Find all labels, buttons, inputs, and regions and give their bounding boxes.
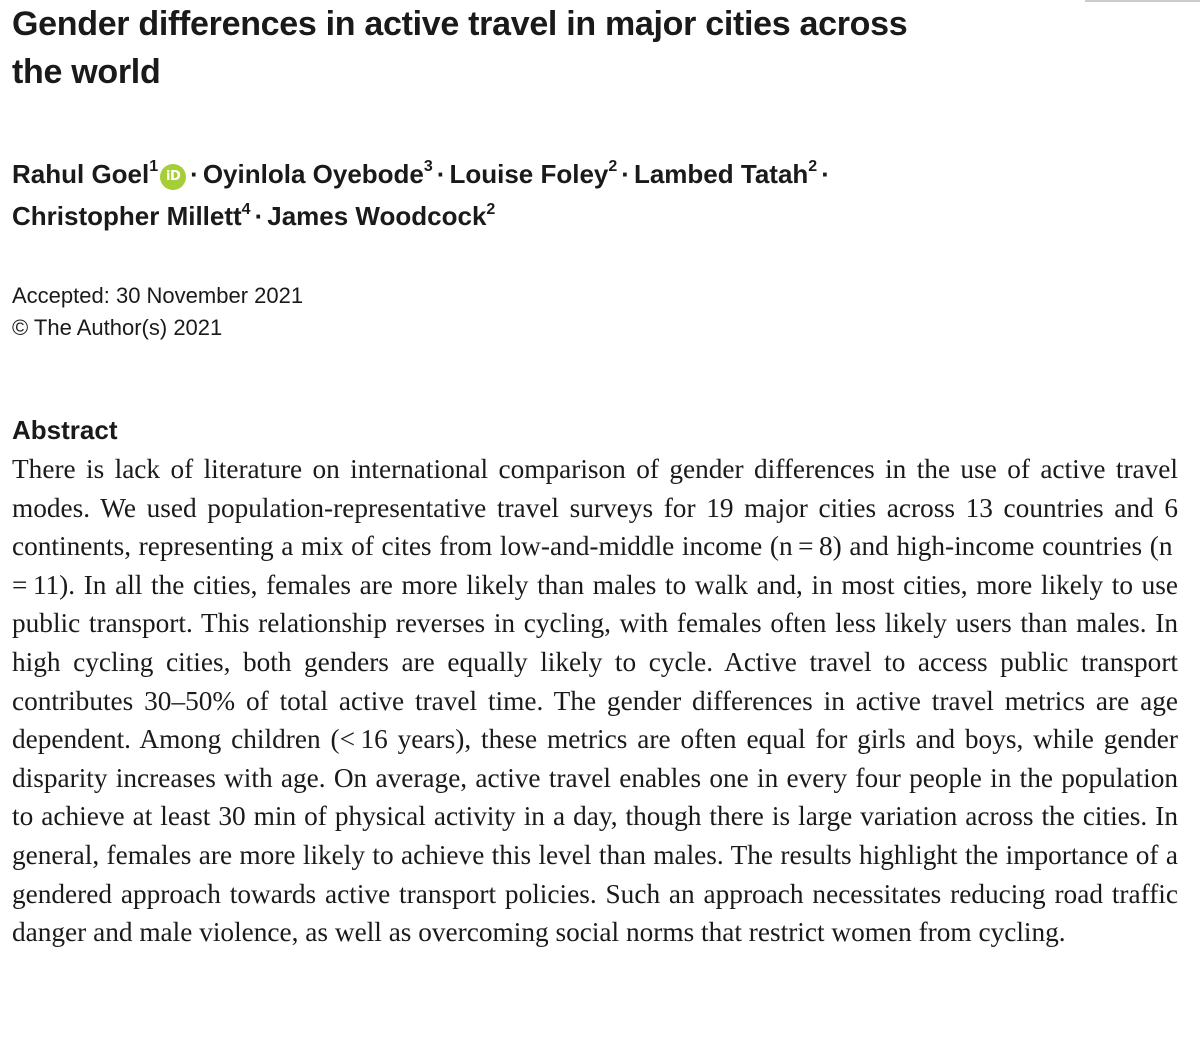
author-name: Lambed Tatah xyxy=(633,158,809,189)
author-name: James Woodcock xyxy=(267,201,487,232)
affiliation-marker: 3 xyxy=(423,158,433,175)
abstract-heading: Abstract xyxy=(12,415,118,445)
orcid-icon[interactable]: iD xyxy=(160,164,186,190)
author-name: Christopher Millett xyxy=(12,201,242,232)
author-separator: · xyxy=(190,158,199,189)
affiliation-marker: 4 xyxy=(241,200,251,218)
abstract-text: There is lack of literature on international comparison of gender differences in the use of active travel modes. We used population-representative travel surveys for 19 major cities across 13 countries and 6 continents, representing a mix of cites from low-and-middle income (n = 8) and high-income countries (n = 11). In all the cities, females are more likely than males to walk and, in most cities, more likely to use public transport. This relationship reverses in cycling, with females often less likely users than males. In high cycling cities, both genders are equally likely to cycle. Active travel to access public transport contributes 30–50% of total active travel time. The gender differences in active travel metrics are age dependent. Among children (< 16 years), these metrics are often equal for girls and boys, while gender disparity increases with age. On average, active travel enables one in every four people in the population to achieve at least 30 min of physical activity in a day, though there is large variation across the cities. In general, females are more likely to achieve this level than males. The results highlight the importance of a gendered approach towards active transport policies. Such an approach necessitates reducing road traffic danger and male violence, as well as overcoming social norms that restrict women from cycling. xyxy=(12,454,1178,948)
affiliation-marker: 1 xyxy=(149,158,159,175)
author-separator: · xyxy=(621,158,630,189)
publication-meta xyxy=(12,280,303,344)
author-goel[interactable] xyxy=(12,159,186,189)
author-woodcock[interactable] xyxy=(267,201,495,231)
author-separator: · xyxy=(436,158,446,189)
affiliation-marker: 2 xyxy=(486,200,496,218)
author-separator: · xyxy=(254,201,264,232)
copyright-notice: © The Author(s) 2021 xyxy=(12,315,223,340)
author-foley[interactable] xyxy=(449,159,617,189)
author-oyebode[interactable] xyxy=(203,159,433,189)
author-millett[interactable] xyxy=(12,201,251,231)
author-name: Rahul Goel xyxy=(12,158,150,189)
author-list xyxy=(12,150,1012,235)
author-name: Oyinlola Oyebode xyxy=(202,158,424,189)
affiliation-marker: 2 xyxy=(808,158,818,175)
accepted-date: Accepted: 30 November 2021 xyxy=(12,283,304,308)
affiliation-marker: 2 xyxy=(608,158,618,175)
paper-first-page xyxy=(12,0,1182,948)
author-separator: · xyxy=(821,158,830,189)
author-name: Louise Foley xyxy=(449,158,609,189)
paper-title: Gender differences in active travel in major cities across the world xyxy=(12,5,908,91)
author-tatah[interactable] xyxy=(634,159,817,189)
